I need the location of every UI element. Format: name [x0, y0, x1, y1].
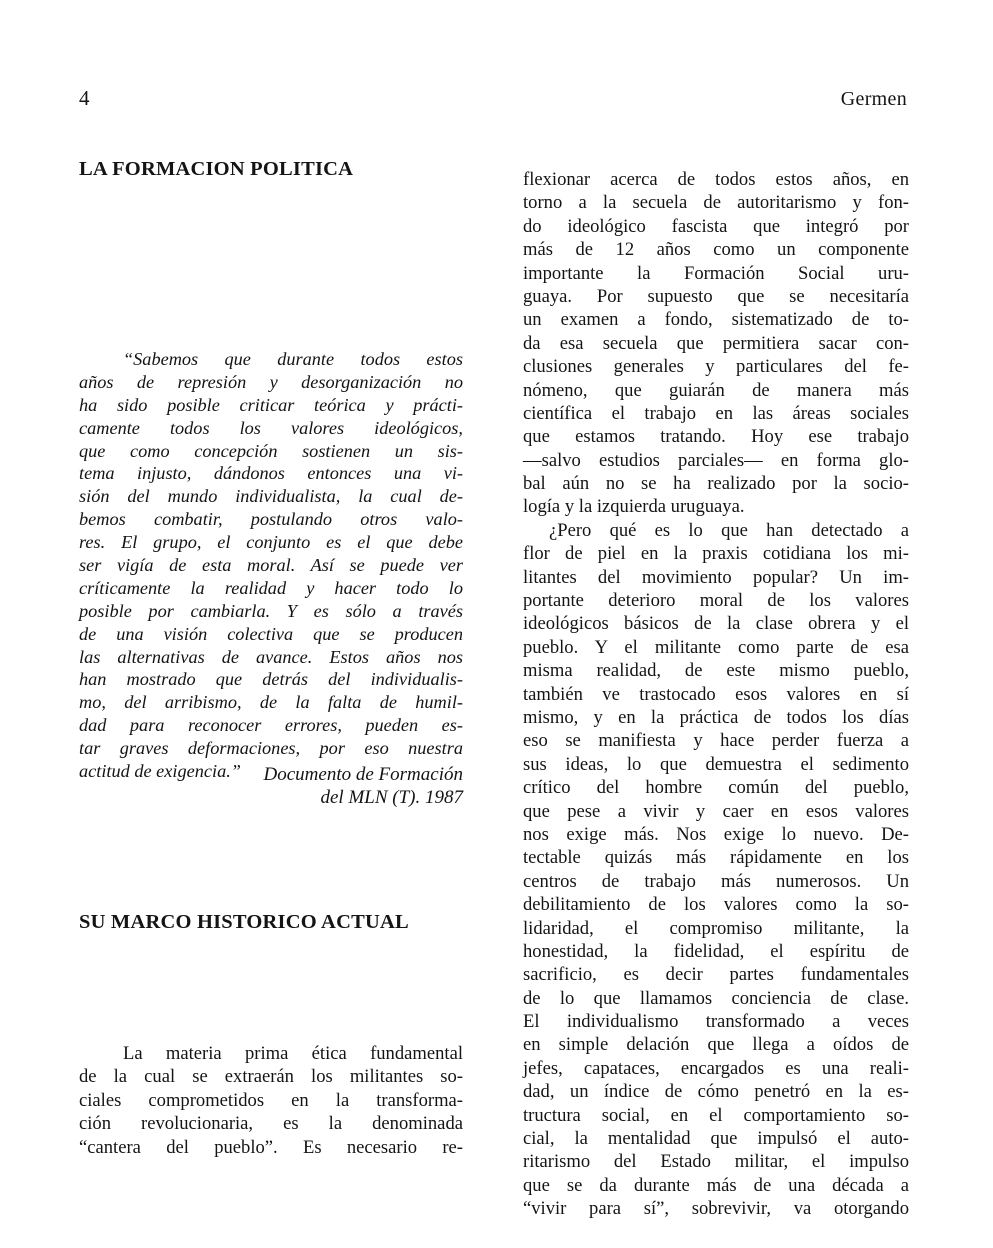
text-line: crítico del hombre común del pueblo,: [523, 777, 909, 799]
text-line: dad, un índice de cómo penetró en la es-: [523, 1081, 909, 1103]
text-line: cial, la mentalidad que impulsó el auto-: [523, 1128, 909, 1150]
page-number: 4: [79, 86, 90, 110]
text-line: flexionar acerca de todos estos años, en: [523, 169, 909, 190]
text-line: tructura social, en el comportamiento so-: [523, 1104, 909, 1126]
text-line: de lo que llamamos conciencia de clase.: [523, 987, 909, 1009]
text-line: ¿Pero qué es lo que han detectado a: [549, 519, 909, 541]
text-line: bemos combatir, postulando otros valo-: [79, 509, 463, 530]
text-line: clusiones generales y particulares del fe-: [523, 356, 909, 378]
text-line: ción revolucionaria, es la denominada: [79, 1113, 463, 1135]
text-line: que estamos tratando. Hoy ese trabajo: [523, 426, 909, 448]
text-line: años de represión y desorganización no: [79, 371, 463, 392]
text-line: logía y la izquierda uruguaya.: [523, 496, 745, 518]
text-line: de una visión colectiva que se producen: [79, 623, 463, 644]
text-line: “Sabemos que durante todos estos: [123, 349, 463, 369]
text-line: eso se manifiesta y hace perder fuerza a: [523, 730, 909, 752]
text-line: camente todos los valores ideológicos,: [79, 417, 463, 438]
text-line: las alternativas de avance. Estos años nos: [79, 646, 463, 667]
text-line: da esa secuela que permitiera sacar con-: [523, 332, 909, 354]
attribution-line: Documento de Formación: [263, 764, 463, 785]
text-line: mo, del arribismo, de la falta de humil-: [79, 692, 463, 713]
text-line: sus ideas, lo que demuestra el sedimento: [523, 753, 909, 775]
text-line: res. El grupo, el conjunto es el que debe: [79, 532, 463, 553]
text-line: ciales comprometidos en la transforma-: [79, 1089, 463, 1111]
text-line: en simple delación que llega a oídos de: [523, 1034, 909, 1056]
text-line: guaya. Por supuesto que se necesitaría: [523, 285, 909, 307]
text-line: litantes del movimiento popular? Un im-: [523, 566, 909, 588]
text-line: mismo, y en la práctica de todos los días: [523, 706, 909, 728]
text-line: ideológicos básicos de la clase obrera y el: [523, 613, 909, 635]
epigraph-attribution: [79, 763, 463, 809]
text-line: —salvo estudios parciales— en forma glo-: [523, 449, 909, 471]
text-line: misma realidad, de este mismo pueblo,: [523, 660, 909, 682]
text-line: sión del mundo individualista, la cual de-: [79, 486, 463, 507]
text-line: posible por cambiarla. Y es sólo a través: [79, 600, 463, 621]
text-line: La materia prima ética fundamental: [123, 1043, 463, 1064]
text-line: ritarismo del Estado militar, el impulso: [523, 1151, 909, 1173]
text-line: do ideológico fascista que integró por: [523, 215, 909, 237]
text-line: flor de piel en la praxis cotidiana los mi-: [523, 543, 909, 565]
text-line: de la cual se extraerán los militantes so-: [79, 1066, 463, 1088]
text-line: críticamente la realidad y hacer todo lo: [79, 577, 463, 598]
text-line: han mostrado que detrás del individualis-: [79, 669, 463, 690]
text-line: más de 12 años como un componente: [523, 239, 909, 261]
text-line: nos exige más. Nos exige lo nuevo. De-: [523, 823, 909, 845]
text-line: ha sido posible criticar teórica y prácti-: [79, 394, 463, 415]
attribution-line: del MLN (T). 1987: [320, 787, 463, 808]
text-line: dad para reconocer errores, pueden es-: [79, 715, 463, 736]
text-line: portante deterioro moral de los valores: [523, 590, 909, 612]
text-line: importante la Formación Social uru-: [523, 262, 909, 284]
section-heading-marco-historico: SU MARCO HISTORICO ACTUAL: [79, 911, 409, 933]
text-line: que se da durante más de una década a: [523, 1174, 909, 1196]
epigraph-quote: [79, 348, 463, 783]
text-line: actitud de exigencia.”: [79, 761, 241, 782]
text-line: torno a la secuela de autoritarismo y fon-: [523, 192, 909, 214]
text-line: “cantera del pueblo”. Es necesario re-: [79, 1136, 463, 1158]
text-line: El individualismo transformado a veces: [523, 1011, 909, 1033]
text-line: que pese a vivir y caer en esos valores: [523, 800, 909, 822]
text-line: pueblo. Y el militante como parte de esa: [523, 636, 909, 658]
section-heading-formacion-politica: LA FORMACION POLITICA: [79, 158, 354, 180]
text-line: nómeno, que guiarán de manera más: [523, 379, 909, 401]
text-line: debilitamiento de los valores como la so-: [523, 894, 909, 916]
text-line: un examen a fondo, sistematizado de to-: [523, 309, 909, 331]
text-line: sacrificio, es decir partes fundamentales: [523, 964, 909, 986]
text-line: jefes, capataces, encargados es una reali-: [523, 1057, 909, 1079]
text-line: que como concepción sostienen un sis-: [79, 440, 463, 461]
text-line: ser vigía de esta moral. Así se puede ver: [79, 555, 463, 576]
text-line: tectable quizás más rápidamente en los: [523, 847, 909, 869]
text-line: centros de trabajo más numerosos. Un: [523, 870, 909, 892]
running-head: Germen: [840, 88, 907, 110]
right-column-body: [523, 168, 909, 1221]
text-line: bal aún no se ha realizado por la socio-: [523, 473, 909, 495]
text-line: tar graves deformaciones, por eso nuestra: [79, 738, 463, 759]
left-column-body: [79, 1042, 463, 1159]
text-line: científica el trabajo en las áreas sociales: [523, 402, 909, 424]
text-line: lidaridad, el compromiso militante, la: [523, 917, 909, 939]
text-line: honestidad, la fidelidad, el espíritu de: [523, 940, 909, 962]
text-line: también ve trastocado esos valores en sí: [523, 683, 909, 705]
text-line: “vivir para sí”, sobrevivir, va otorgando: [523, 1198, 909, 1220]
text-line: tema injusto, dándonos entonces una vi-: [79, 463, 463, 484]
